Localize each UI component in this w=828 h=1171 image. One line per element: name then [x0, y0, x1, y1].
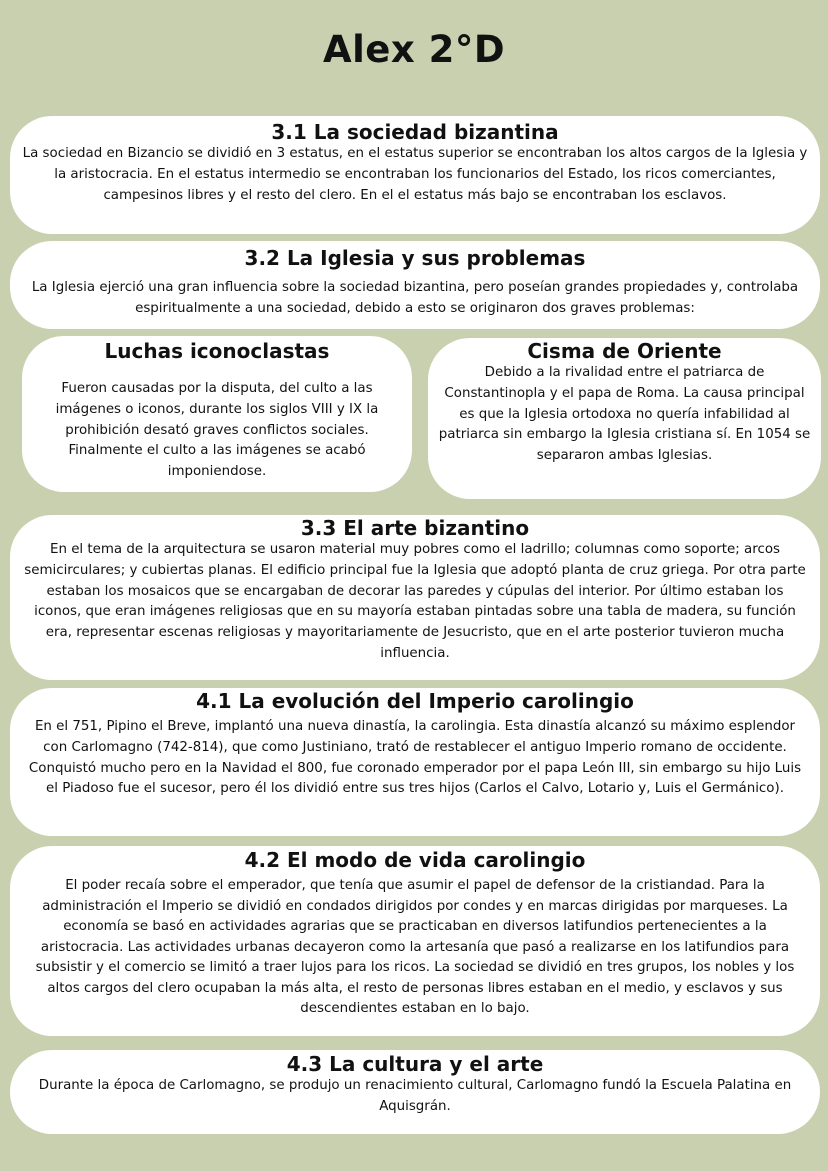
section-heading: 4.1 La evolución del Imperio carolingio — [196, 689, 634, 713]
section-heading: Luchas iconoclastas — [104, 339, 330, 363]
section-heading: 4.2 El modo de vida carolingio — [244, 848, 586, 872]
section-text: En el tema de la arquitectura se usaron material muy pobres como el ladrillo; columnas como soporte; arcos semicirculares; y cubiertas planas. El edificio principal fue la Iglesia que adoptó planta de cruz griega. Por otra parte estaban los mosaicos que se encargaban de decorar las paredes y cúpulas del interior. Por último estaban los iconos, que eran imágenes religiosas que en su mayoría estaban pintadas sobre una tabla de madera, su función era, representar escenas religiosas y mayoritariamente de Jesucristo, que en el arte posterior tuvieron mucha influencia. — [24, 542, 806, 661]
section-card-sociedad-bizantina — [10, 116, 820, 234]
section-heading: 4.3 La cultura y el arte — [286, 1052, 544, 1076]
section-text: La sociedad en Bizancio se dividió en 3 estatus, en el estatus superior se encontraban los altos cargos de la Iglesia y la aristocracia. En el estatus intermedio se encontraban los funcionarios del Estado, los ricos comerciantes, campesinos libres y el resto del clero. En el el estatus más bajo se encontraban los esclavos. — [22, 146, 808, 203]
section-text: Debido a la rivalidad entre el patriarca de Constantinopla y el papa de Roma. La causa principal es que la Iglesia ortodoxa no quería infabilidad al patriarca sin embargo la Iglesia cristiana sí. En 1054 se separaron ambas Iglesias. — [438, 365, 811, 464]
section-card-modo-vida-carolingio — [10, 846, 820, 1036]
section-heading: 3.3 El arte bizantino — [300, 516, 530, 540]
section-heading: 3.2 La Iglesia y sus problemas — [244, 246, 586, 270]
section-text: El poder recaía sobre el emperador, que tenía que asumir el papel de defensor de la cristiandad. Para la administración el Imperio se dividió en condados dirigidos por condes y en marcas dirigidas por marqueses. La economía se basó en actividades agrarias que se practicaban en diversos latifundios pertenecientes a la aristocracia. Las actividades urbanas decayeron como la artesanía que pasó a realizarse en los latifundios para subsistir y el comercio se limitó a traer lujos para los ricos. La sociedad se dividió en tres grupos, los nobles y los altos cargos del clero ocupaban la más alta, el resto de personas libres estaban en el medio, y esclavos y sus descendientes estaban en lo bajo. — [35, 878, 795, 1016]
section-card-arte-bizantino — [10, 515, 820, 680]
section-text: Durante la época de Carlomagno, se produjo un renacimiento cultural, Carlomagno fundó la Escuela Palatina en Aquisgrán. — [38, 1078, 792, 1114]
section-heading: Cisma de Oriente — [527, 339, 722, 363]
page-title: Alex 2°D — [322, 28, 506, 71]
section-card-cisma-oriente — [428, 338, 821, 499]
section-card-evolucion-carolingio — [10, 688, 820, 836]
section-heading: 3.1 La sociedad bizantina — [271, 120, 559, 144]
section-card-cultura-arte — [10, 1050, 820, 1134]
section-card-luchas-iconoclastas — [22, 336, 412, 492]
section-text: La Iglesia ejerció una gran influencia sobre la sociedad bizantina, pero poseían grandes propiedades y, controlaba espiritualmente a una sociedad, debido a esto se originaron dos graves problemas: — [31, 280, 799, 316]
section-card-iglesia-problemas — [10, 241, 820, 329]
section-text: Fueron causadas por la disputa, del culto a las imágenes o iconos, durante los siglos VIII y IX la prohibición desató graves conflictos sociales. Finalmente el culto a las imágenes se acabó imponiendose. — [55, 381, 379, 480]
section-text: En el 751, Pipino el Breve, implantó una nueva dinastía, la carolingia. Esta dinastía alcanzó su máximo esplendor con Carlomagno (742-814), que como Justiniano, trató de restablecer el antiguo Imperio romano de occidente. Conquistó mucho pero en la Navidad el 800, fue coronado emperador por el papa León III, sin embargo su hijo Luis el Piadoso fue el sucesor, pero él los dividió entre sus tres hijos (Carlos el Calvo, Lotario y, Luis el Germánico). — [28, 719, 802, 797]
